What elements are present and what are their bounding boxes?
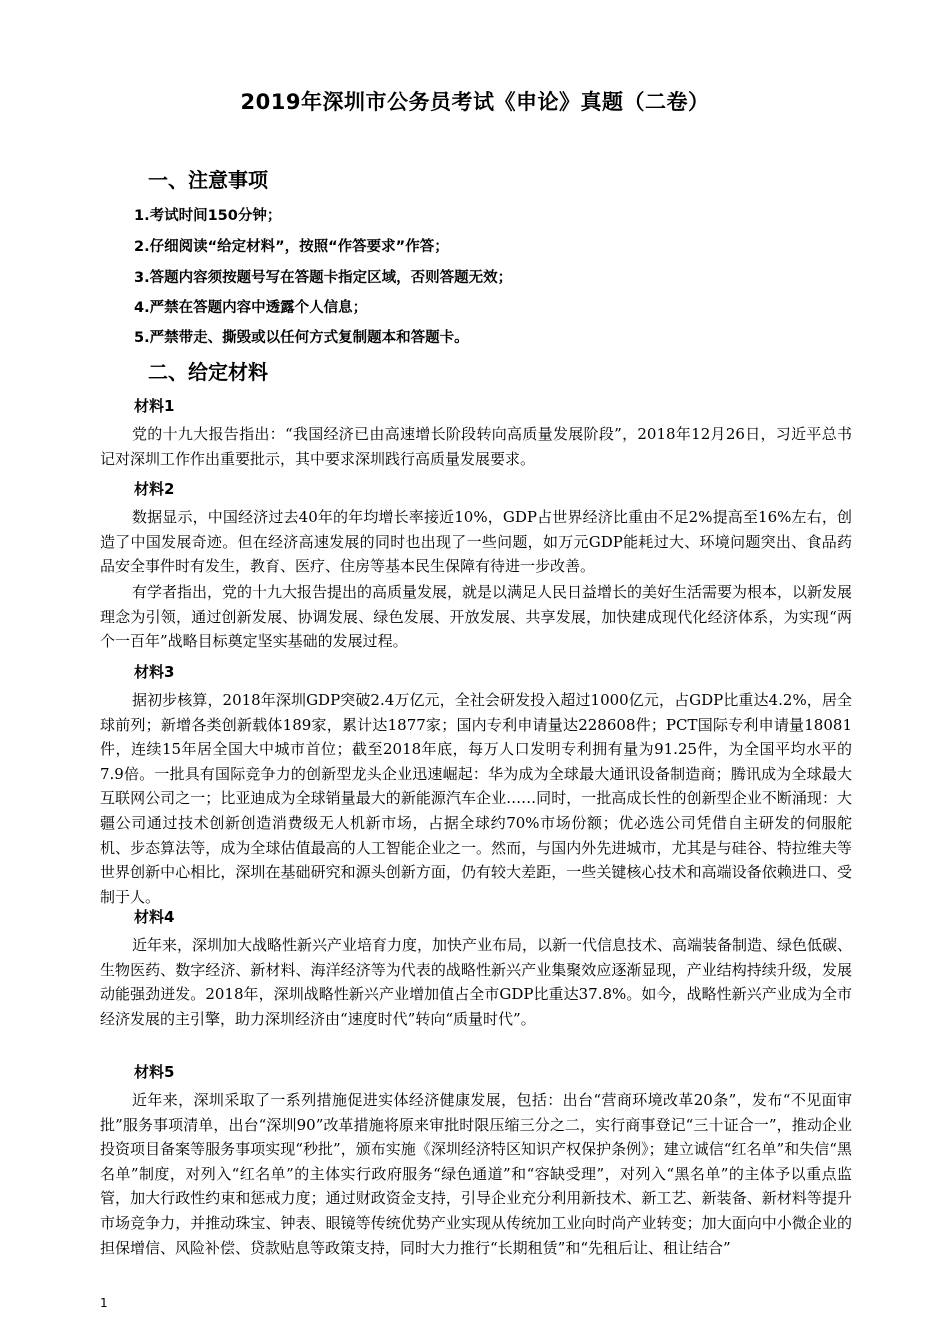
notice-item: 4.严禁在答题内容中透露个人信息； bbox=[134, 300, 368, 316]
document-title: 2019年深圳市公务员考试《申论》真题（二卷） bbox=[240, 90, 710, 114]
material-1-paragraph: 党的十九大报告指出：“我国经济已由高速增长阶段转向高质量发展阶段”，2018年12月26日，习近平总书记对深圳工作作出重要批示，其中要求深圳践行高质量发展要求。 bbox=[100, 425, 852, 468]
material-label-5: 材料5 bbox=[134, 1063, 175, 1081]
materials-heading: 二、给定材料 bbox=[148, 360, 268, 384]
material-4-paragraph: 近年来，深圳加大战略性新兴产业培育力度，加快产业布局，以新一代信息技术、高端装备制造、绿色低碳、生物医药、数字经济、新材料、海洋经济等为代表的战略性新兴产业集聚效应逐渐显现，产业结构持续升级，发展动能强劲迸发。2018年，深圳战略性新兴产业增加值占全市GDP比重达37.8%。如今，战略性新兴产业成为全市经济发展的主引擎，助力深圳经济由“速度时代”转向“质量时代”。 bbox=[100, 936, 853, 1028]
notice-heading: 一、注意事项 bbox=[148, 168, 268, 192]
material-label-2: 材料2 bbox=[134, 480, 175, 498]
notice-item: 3.答题内容须按题号写在答题卡指定区域，否则答题无效； bbox=[134, 270, 513, 286]
notice-item: 2.仔细阅读“给定材料”，按照“作答要求”作答； bbox=[134, 239, 449, 255]
material-5-paragraph: 近年来，深圳采取了一系列措施促进实体经济健康发展，包括：出台“营商环境改革20条”，发布“不见面审批”服务事项清单，出台“深圳90”改革措施将原来审批时限压缩三分之二，实行商事登记“三十证合一”，推动企业投资项目备案等服务事项实现“秒批”，颁布实施《深圳经济特区知识产权保护条例》；建立诚信“红名单”和失信“黑名单”制度，对列入“红名单”的主体实行政府服务“绿色通道”和“容缺受理”，对列入“黑名单”的主体予以重点监管，加大行政性约束和惩戒力度；通过财政资金支持，引导企业充分利用新技术、新工艺、新装备、新材料等提升市场竞争力，并推动珠宝、钟表、眼镜等传统优势产业实现从传统加工业向时尚产业转变；加大面向中小微企业的担保增信、风险补偿、贷款贴息等政策支持，同时大力推行“长期租赁”和“先租后让、租让结合” bbox=[100, 1091, 852, 1257]
material-label-3: 材料3 bbox=[134, 663, 175, 681]
material-label-4: 材料4 bbox=[134, 908, 175, 926]
notice-item: 5.严禁带走、撕毁或以任何方式复制题本和答题卡。 bbox=[134, 330, 469, 346]
material-2-paragraph: 数据显示，中国经济过去40年的年均增长率接近10%，GDP占世界经济比重由不足2%提高至16%左右，创造了中国发展奇迹。但在经济高速发展的同时也出现了一些问题，如万元GDP能耗过大、环境问题突出、食品药品安全事件时有发生，教育、医疗、住房等基本民生保障有待进一步改善。 bbox=[100, 508, 852, 576]
notice-item: 1.考试时间150分钟； bbox=[134, 208, 282, 224]
page-number: 1 bbox=[100, 1296, 108, 1310]
material-3-paragraph: 据初步核算，2018年深圳GDP突破2.4万亿元，全社会研发投入超过1000亿元，占GDP比重达4.2%，居全球前列；新增各类创新载体189家，累计达1877家；国内专利申请量达228608件；PCT国际专利申请量18081件，连续15年居全国大中城市首位；截至2018年底，每万人口发明专利拥有量为91.25件，为全国平均水平的7.9倍。一批具有国际竞争力的创新型龙头企业迅速崛起：华为成为全球最大通讯设备制造商；腾讯成为全球最大互联网公司之一；比亚迪成为全球销量最大的新能源汽车企业……同时，一批高成长性的创新型企业不断涌现：大疆公司通过技术创新创造消费级无人机新市场，占据全球约70%市场份额；优必选公司凭借自主研发的伺服舵机、步态算法等，成为全球估值最高的人工智能企业之一。然而，与国内外先进城市，尤其是与硅谷、特拉维夫等世界创新中心相比，深圳在基础研究和源头创新方面，仍有较大差距，一些关键核心技术和高端设备依赖进口、受制于人。 bbox=[100, 691, 852, 906]
material-label-1: 材料1 bbox=[134, 397, 175, 415]
material-2-paragraph: 有学者指出，党的十九大报告提出的高质量发展，就是以满足人民日益增长的美好生活需要为根本，以新发展理念为引领，通过创新发展、协调发展、绿色发展、开放发展、共享发展，加快建成现代化经济体系，为实现“两个一百年”战略目标奠定坚实基础的发展过程。 bbox=[100, 583, 853, 651]
